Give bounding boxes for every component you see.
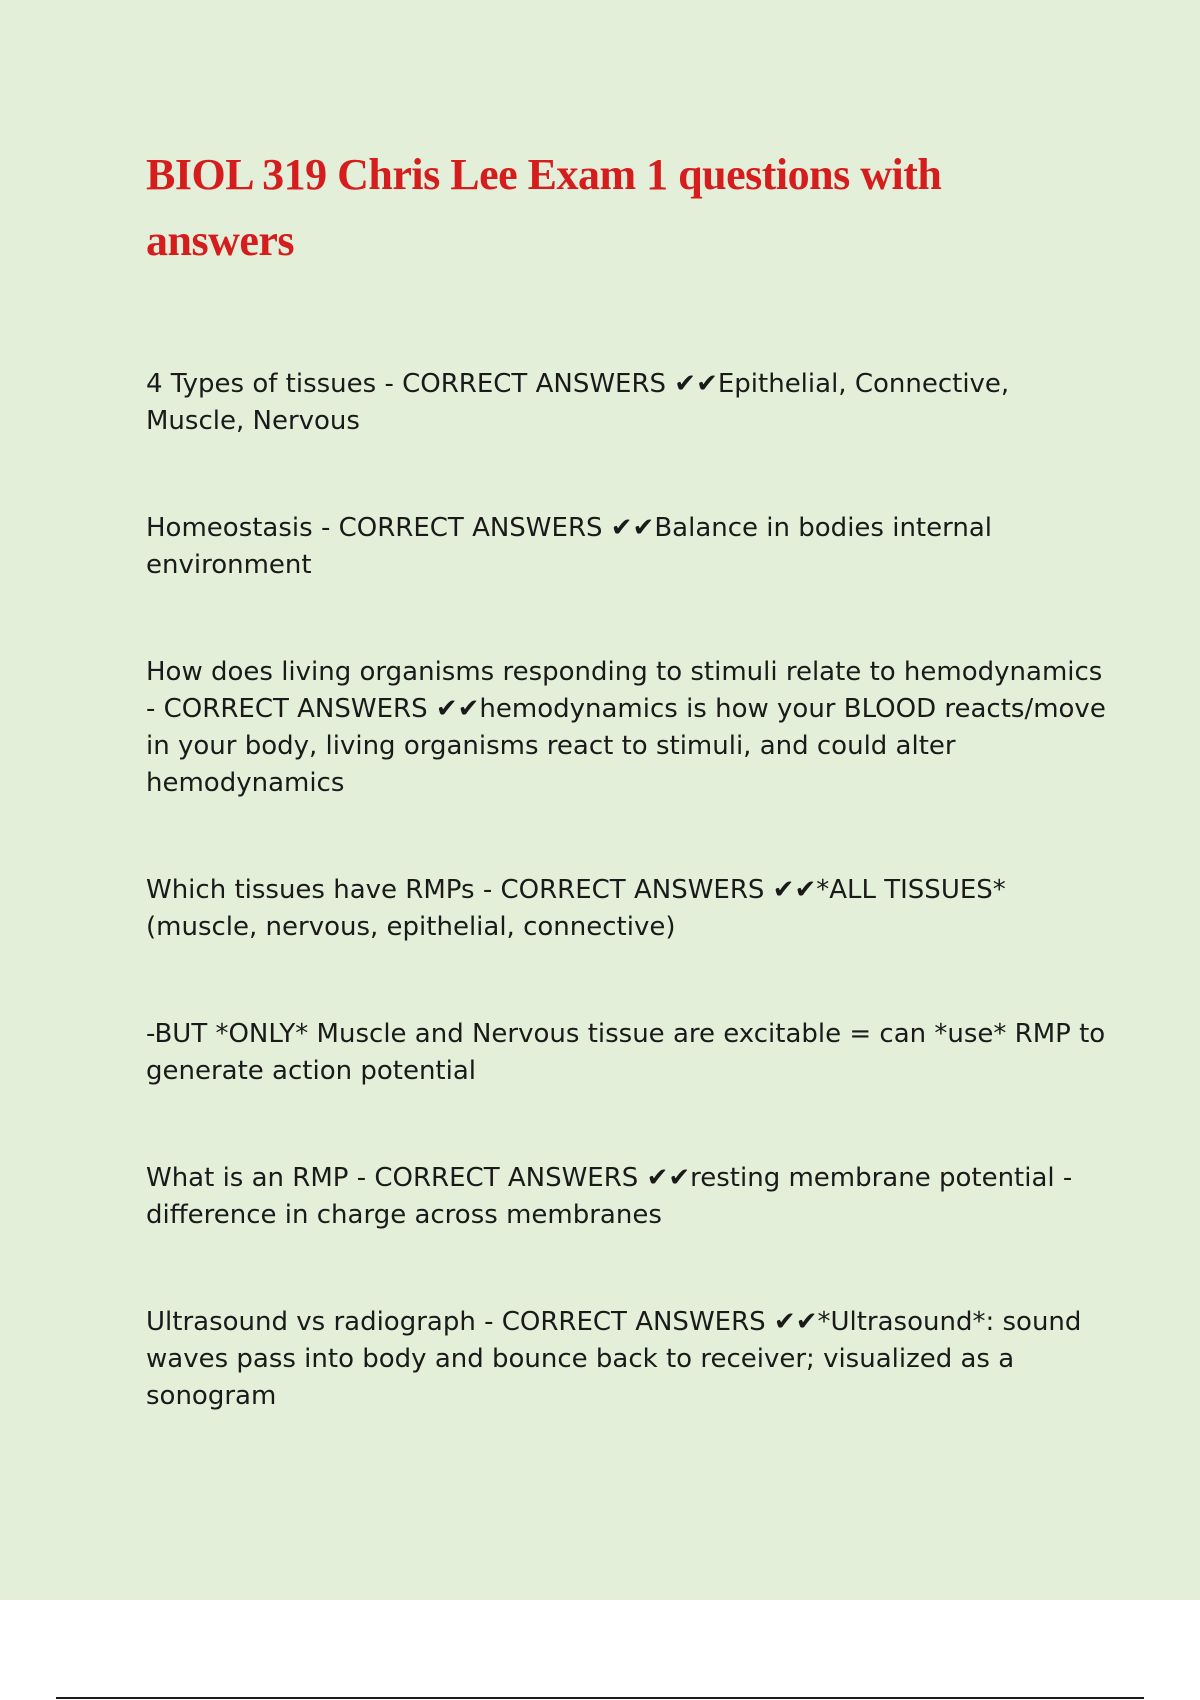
qa-item-what-is-rmp: What is an RMP - CORRECT ANSWERS ✔✔resting membrane potential - difference in charge across membranes [146, 1163, 1073, 1230]
qa-item-rmp-tissues: Which tissues have RMPs - CORRECT ANSWERS ✔✔*ALL TISSUES* (muscle, nervous, epithelial, connective) [146, 875, 1006, 942]
qa-list [146, 366, 1106, 1485]
footer-divider [56, 1697, 1144, 1699]
qa-item-tissue-types: 4 Types of tissues - CORRECT ANSWERS ✔✔Epithelial, Connective, Muscle, Nervous [146, 369, 1010, 436]
qa-item-excitable-tissue: -BUT *ONLY* Muscle and Nervous tissue are excitable = can *use* RMP to generate action potential [146, 1019, 1106, 1086]
document-title: BIOL 319 Chris Lee Exam 1 questions with answers [146, 150, 942, 265]
qa-item-ultrasound-vs-radiograph: Ultrasound vs radiograph - CORRECT ANSWERS ✔✔*Ultrasound*: sound waves pass into body and bounce back to receiver; visualized as a sonogram [146, 1307, 1082, 1411]
qa-item-hemodynamics: How does living organisms responding to stimuli relate to hemodynamics - CORRECT ANSWERS ✔✔hemodynamics is how your BLOOD reacts/move in your body, living organisms react to stimuli, and could alter hemodynamics [146, 657, 1106, 798]
qa-item-homeostasis: Homeostasis - CORRECT ANSWERS ✔✔Balance in bodies internal environment [146, 513, 992, 580]
